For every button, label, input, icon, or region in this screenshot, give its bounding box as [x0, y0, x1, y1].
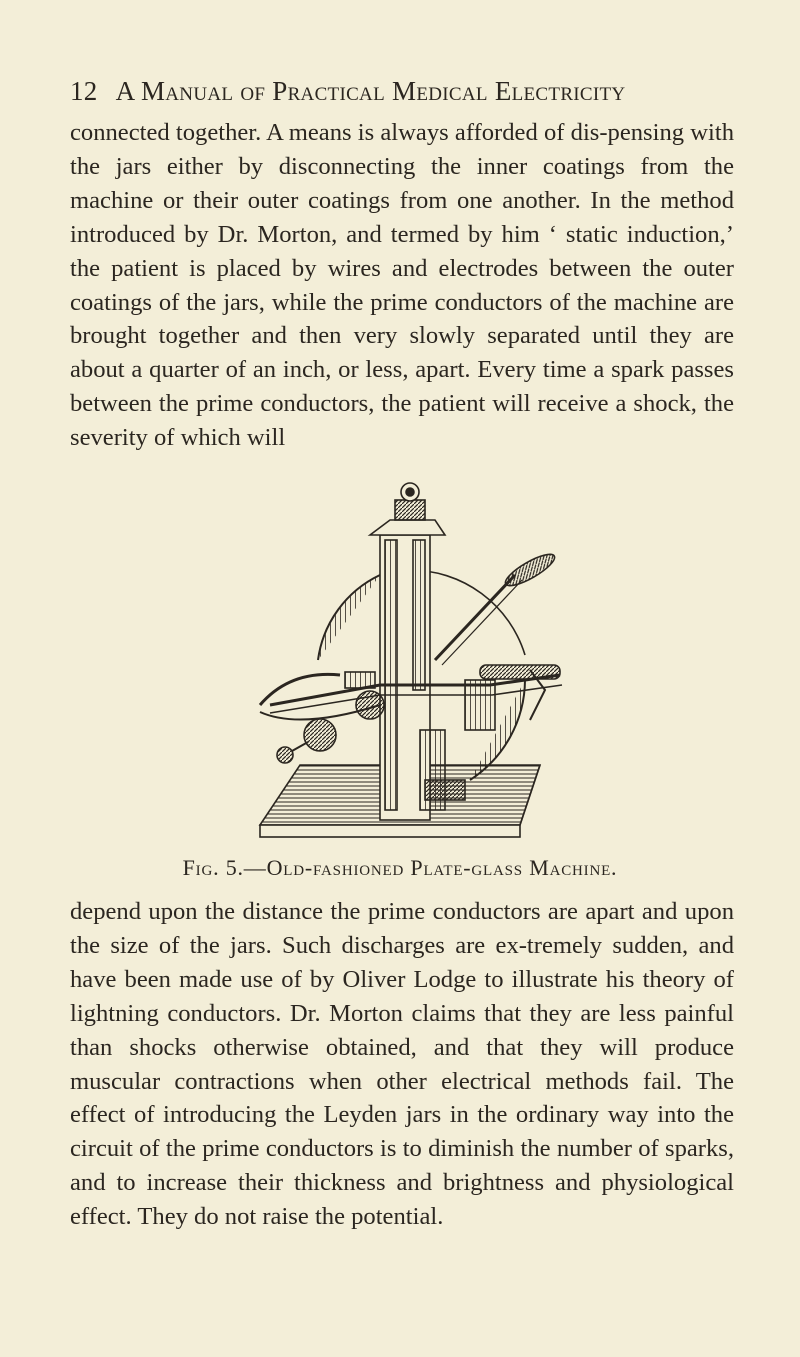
paragraph-bottom: depend upon the distance the prime conductors are apart and upon the size of the jars. Such discharges are ex-tremely sudden, and have been made use of by Oliver Lodge to illustrate his theory of lightning conductors. Dr. Morton claims that they are less painful than shocks otherwise obtained, and that they will produce muscular contractions when other electrical methods fail. The effect of introducing the Leyden jars in the ordinary way into the circuit of the prime conductors is to diminish the number of sparks, and to increase their thickness and brightness and physiological effect. They do not raise the potential.: [70, 898, 734, 1231]
running-title: A Manual of Practical Medical Electricity: [115, 76, 626, 106]
paragraph-top: connected together. A means is always afforded of dis-pensing with the jars either by disconnecting the inner coatings from the machine or their outer coatings from one another. In the method introduced by Dr. Morton, and termed by him ‘ static induction,’ the patient is placed by wires and electrodes between the outer coatings of the jars, while the prime conductors of the machine are brought together and then very slowly separated until they are about a quarter of an inch, or less, apart. Every time a spark passes between the prime conductors, the patient will receive a shock, the severity of which will: [70, 119, 734, 452]
plate-glass-machine-drawing: [230, 480, 590, 850]
figure-caption: Fig. 5.—Old-fashioned Plate-glass Machine.: [182, 855, 618, 880]
page-number: 12: [70, 76, 98, 106]
figure-illustration: [230, 480, 590, 850]
running-header: [70, 76, 730, 107]
